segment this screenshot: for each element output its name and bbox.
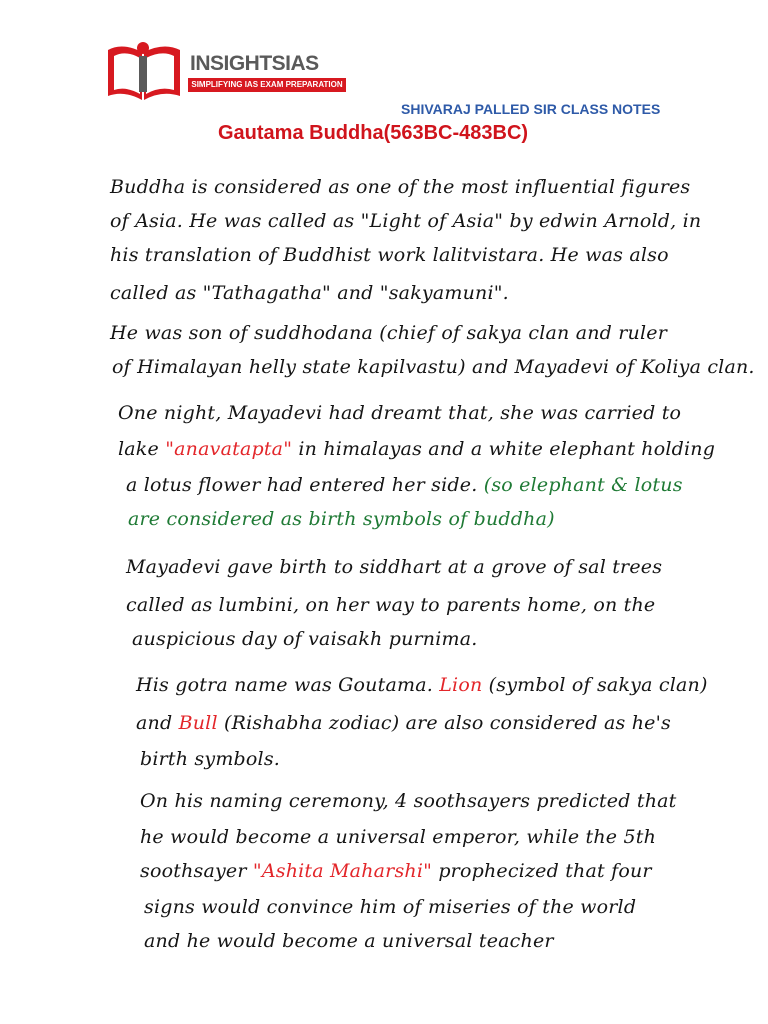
note-line: auspicious day of vaisakh purnima.: [132, 628, 478, 650]
note-text: in himalayas and a white elephant holding: [298, 438, 716, 460]
highlight-ashita-maharshi: "Ashita Maharshi": [252, 860, 433, 882]
insightsias-logo: [104, 38, 354, 106]
note-line: Buddha is considered as one of the most influential figures: [110, 176, 691, 198]
note-line: are considered as birth symbols of buddha): [128, 508, 555, 530]
highlight-bull: Bull: [178, 712, 218, 734]
note-line: [140, 860, 652, 882]
class-notes-label: SHIVARAJ PALLED SIR CLASS NOTES: [401, 101, 661, 117]
note-text: lake: [118, 438, 159, 460]
note-text: soothsayer: [140, 860, 247, 882]
brand-tagline: SIMPLIFYING IAS EXAM PREPARATION: [188, 78, 346, 92]
note-line: One night, Mayadevi had dreamt that, she was carried to: [118, 402, 682, 424]
note-text: (symbol of sakya clan): [488, 674, 708, 696]
note-text: prophecized that four: [438, 860, 652, 882]
highlight-anavatapta: "anavatapta": [165, 438, 293, 460]
note-text: a lotus flower had entered her side.: [126, 474, 478, 496]
note-line: Mayadevi gave birth to siddhart at a grove of sal trees: [126, 556, 663, 578]
note-line: signs would convince him of miseries of the world: [144, 896, 637, 918]
note-line: [126, 474, 683, 496]
note-line: of Asia. He was called as "Light of Asia" by edwin Arnold, in: [110, 210, 702, 232]
note-line: called as "Tathagatha" and "sakyamuni".: [110, 282, 509, 304]
logo-emblem-icon: [104, 38, 190, 106]
note-line: his translation of Buddhist work lalitvistara. He was also: [110, 244, 669, 266]
note-text: and: [136, 712, 173, 734]
note-line: [136, 674, 708, 696]
note-text: (Rishabha zodiac) are also considered as he's: [223, 712, 671, 734]
note-line: [136, 712, 671, 734]
note-line: birth symbols.: [140, 748, 281, 770]
note-line: of Himalayan helly state kapilvastu) and Mayadevi of Koliya clan.: [112, 356, 755, 378]
note-line: On his naming ceremony, 4 soothsayers predicted that: [140, 790, 677, 812]
note-line: he would become a universal emperor, while the 5th: [140, 826, 657, 848]
page-title: Gautama Buddha(563BC-483BC): [218, 122, 529, 144]
brand-name: INSIGHTSIAS: [190, 52, 319, 75]
highlight-birth-symbols: (so elephant & lotus: [483, 474, 683, 496]
note-line: and he would become a universal teacher: [144, 930, 554, 952]
note-line: [118, 438, 715, 460]
note-text: His gotra name was Goutama.: [136, 674, 433, 696]
note-line: called as lumbini, on her way to parents home, on the: [126, 594, 656, 616]
highlight-lion: Lion: [439, 674, 483, 696]
note-line: He was son of suddhodana (chief of sakya clan and ruler: [110, 322, 667, 344]
